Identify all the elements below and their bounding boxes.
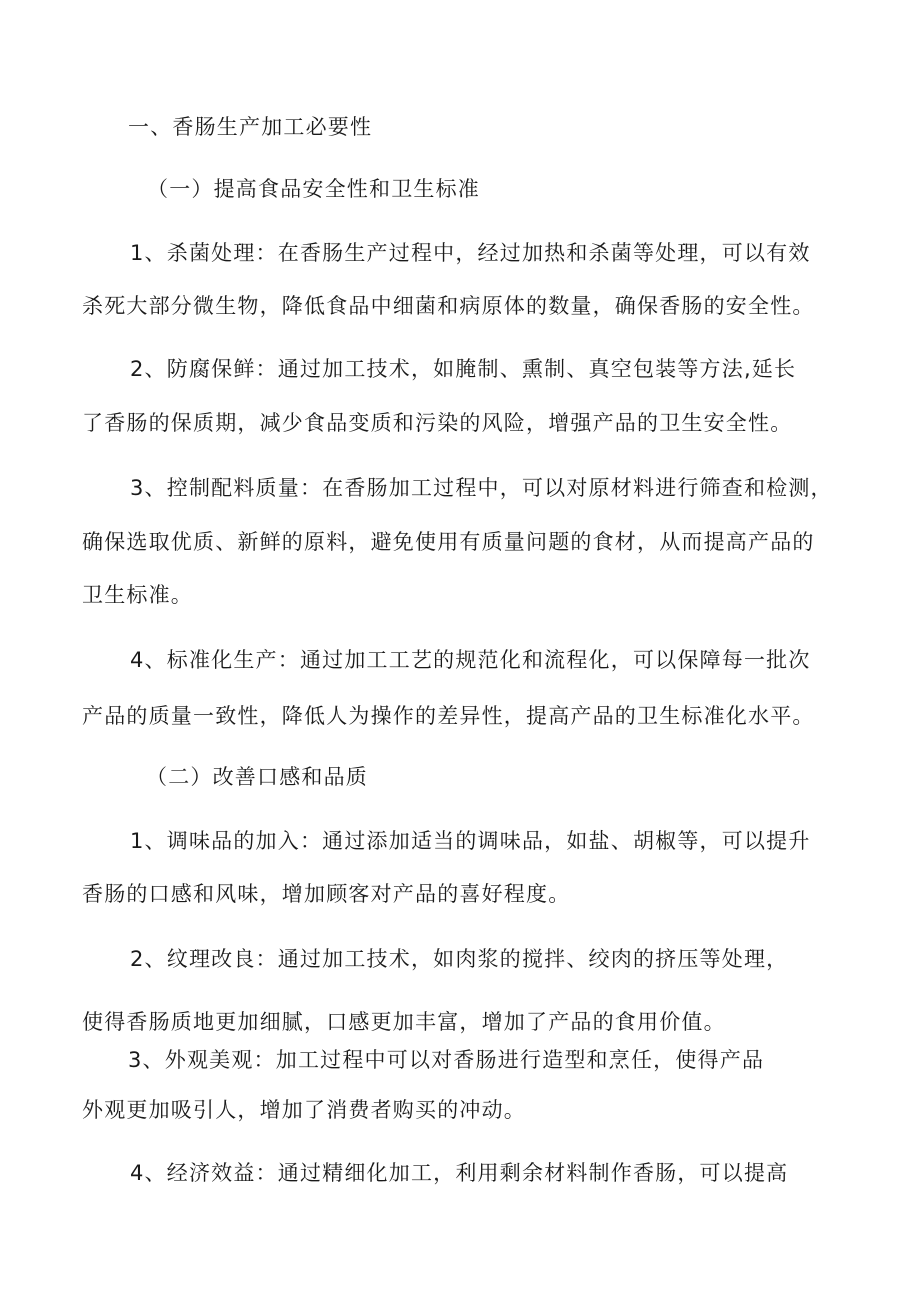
s1-item-4-line-2: 产品的质量一致性，降低人为操作的差异性，提高产品的卫生标准化水平。 bbox=[82, 704, 815, 728]
s2-item-1-line-2: 香肠的口感和风味，增加顾客对产品的喜好程度。 bbox=[82, 882, 571, 906]
section-1-title: （一）提高食品安全性和卫生标准 bbox=[147, 177, 480, 201]
s2-item-2-line-2: 使得香肠质地更加细腻，口感更加丰富，增加了产品的食用价值。 bbox=[82, 1010, 726, 1034]
s1-item-1-line-2: 杀死大部分微生物，降低食品中细菌和病原体的数量，确保香肠的安全性。 bbox=[82, 294, 815, 318]
s1-item-3-line-2: 确保选取优质、新鲜的原料，避免使用有质量问题的食材，从而提高产品的 bbox=[82, 530, 815, 554]
heading-1: 一、香肠生产加工必要性 bbox=[128, 115, 373, 139]
s1-item-3-line-3: 卫生标准。 bbox=[82, 583, 193, 607]
s1-item-2-line-1: 2、防腐保鲜：通过加工技术，如腌制、熏制、真空包装等方法,延长 bbox=[130, 357, 797, 381]
s2-item-1-line-1: 1、调味品的加入：通过添加适当的调味品，如盐、胡椒等，可以提升 bbox=[130, 829, 811, 853]
s1-item-3-line-1: 3、控制配料质量：在香肠加工过程中，可以对原材料进行筛查和检测， bbox=[130, 476, 833, 500]
s1-item-1-line-1: 1、杀菌处理：在香肠生产过程中，经过加热和杀菌等处理，可以有效 bbox=[130, 241, 811, 265]
s2-item-4-line-1: 4、经济效益：通过精细化加工，利用剩余材料制作香肠，可以提高 bbox=[130, 1161, 789, 1185]
s1-item-2-line-2: 了香肠的保质期，减少食品变质和污染的风险，增强产品的卫生安全性。 bbox=[82, 411, 793, 435]
section-2-title: （二）改善口感和品质 bbox=[146, 765, 368, 789]
s2-item-2-line-1: 2、纹理改良：通过加工技术，如肉浆的搅拌、绞肉的挤压等处理， bbox=[130, 947, 789, 971]
s1-item-4-line-1: 4、标准化生产：通过加工工艺的规范化和流程化，可以保障每一批次 bbox=[130, 648, 811, 672]
s2-item-3-line-2: 外观更加吸引人，增加了消费者购买的冲动。 bbox=[82, 1098, 526, 1122]
s2-item-3-line-1: 3、外观美观：加工过程中可以对香肠进行造型和烹任，使得产品 bbox=[128, 1048, 765, 1072]
